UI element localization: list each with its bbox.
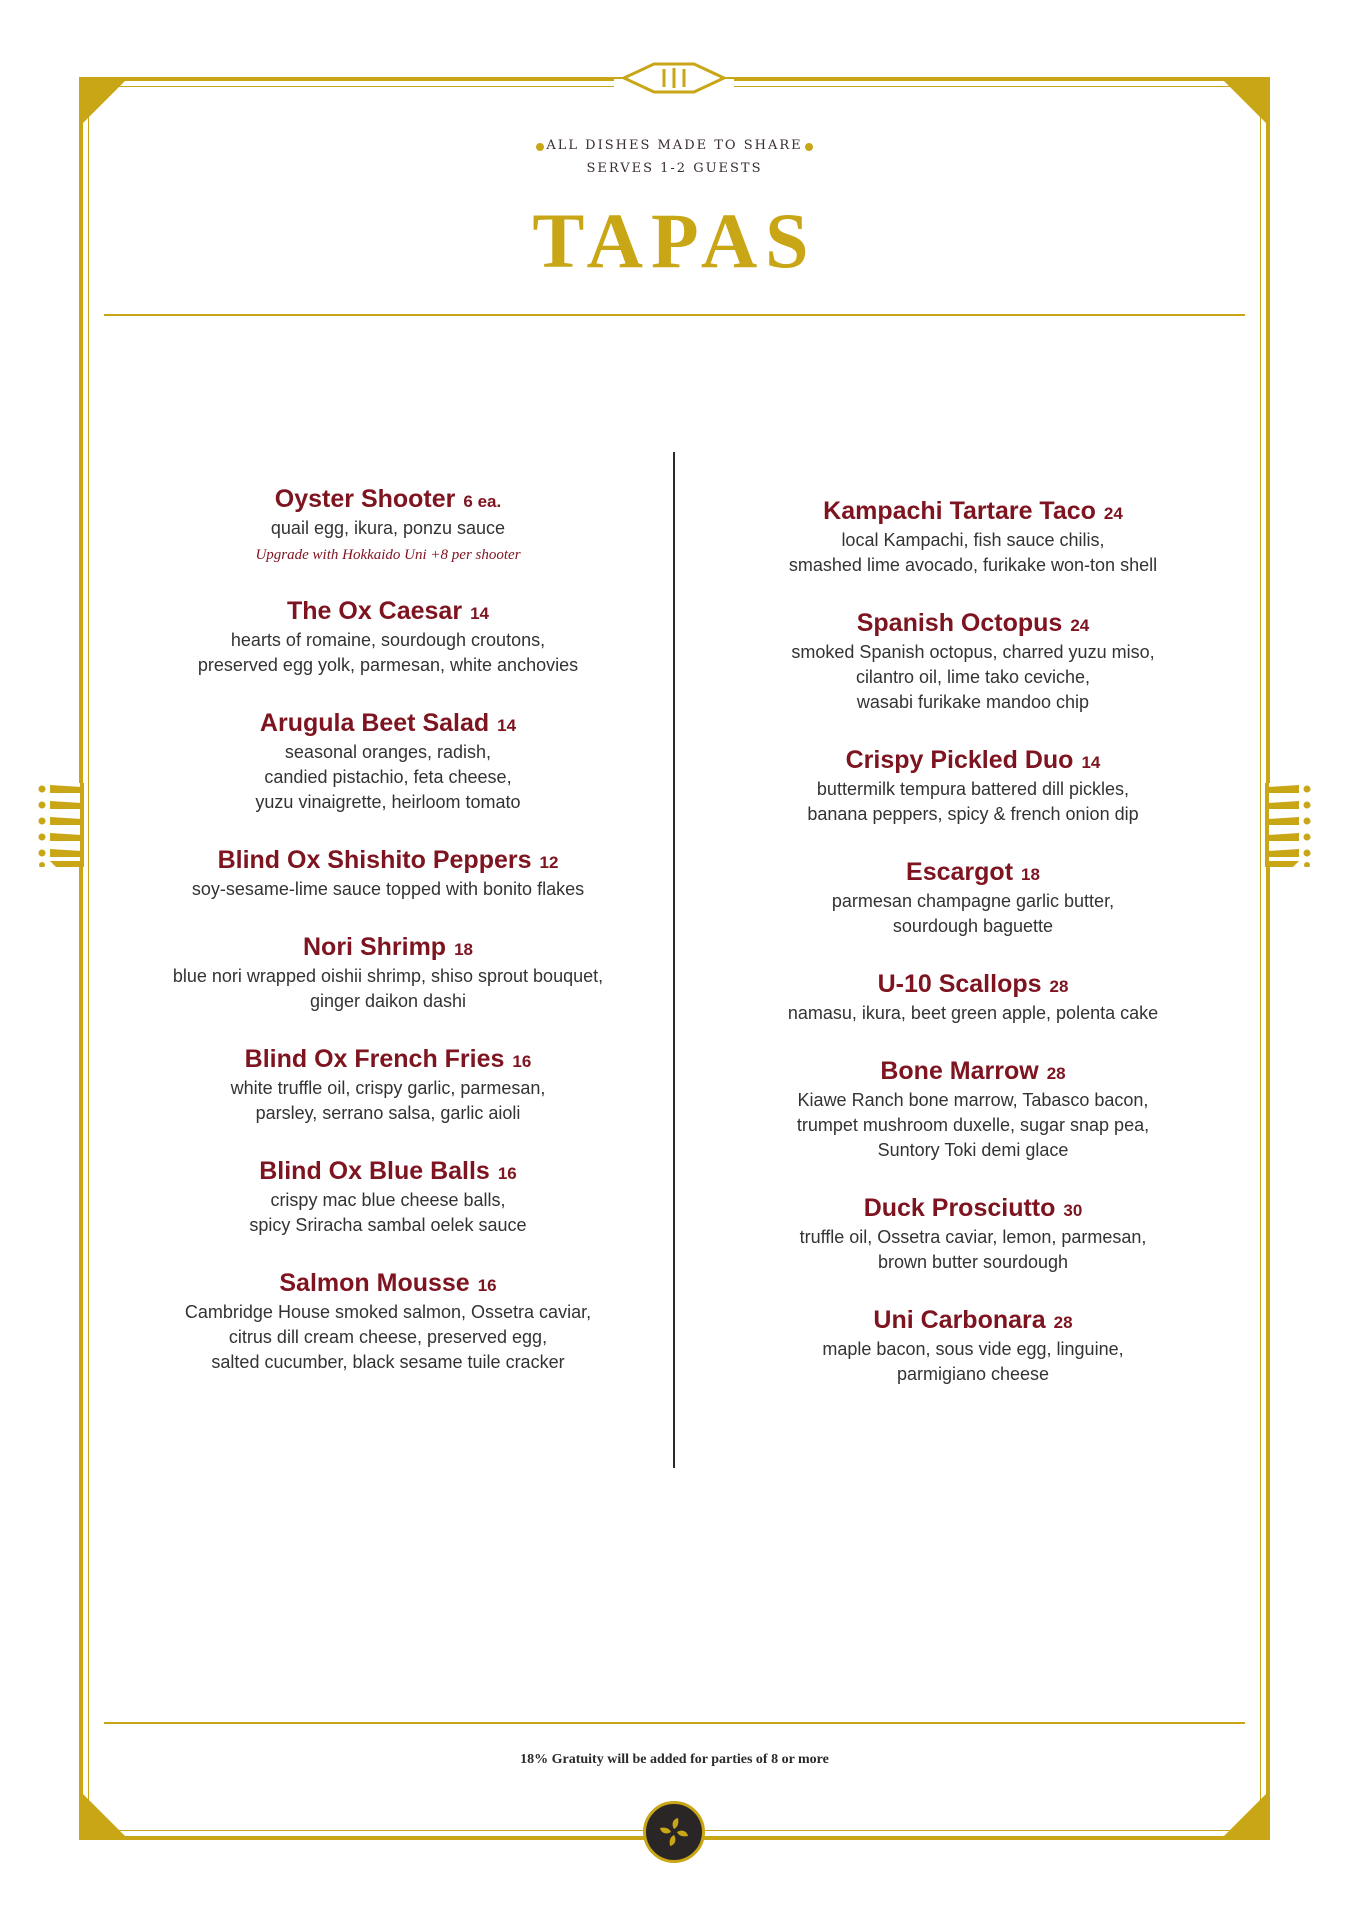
- menu-item-title: [138, 843, 638, 877]
- menu-item-title: [138, 1042, 638, 1076]
- menu-item-price: 16: [497, 1164, 517, 1183]
- comb-ornament-left-icon: [36, 783, 84, 867]
- menu-item-name: The Ox Caesar: [286, 597, 463, 625]
- menu-item: [138, 1266, 638, 1375]
- menu-item-name: Salmon Mousse: [279, 1269, 470, 1297]
- menu-item-name: Nori Shrimp: [303, 933, 447, 961]
- menu-item-description: truffle oil, Ossetra caviar, lemon, parmesan, brown butter sourdough: [799, 1227, 1147, 1272]
- menu-item-title: [723, 1191, 1223, 1225]
- diamond-ornament-icon: [614, 60, 734, 96]
- menu-item-name: Arugula Beet Salad: [259, 709, 490, 737]
- menu-item-name: Crispy Pickled Duo: [845, 746, 1074, 774]
- menu-item-description: quail egg, ikura, ponzu sauce: [270, 518, 506, 538]
- menu-item-title: [138, 1154, 638, 1188]
- menu-item-description: blue nori wrapped oishii shrimp, shiso sprout bouquet, ginger daikon dashi: [172, 966, 604, 1011]
- menu-item-price: 12: [539, 853, 559, 872]
- header-line-1: ALL DISHES MADE TO SHARE: [546, 138, 803, 153]
- menu-item-price: 28: [1049, 977, 1069, 996]
- right-menu-column: [723, 494, 1223, 1415]
- menu-item-name: Kampachi Tartare Taco: [823, 497, 1096, 525]
- menu-item: [138, 1042, 638, 1126]
- menu-item-description: local Kampachi, fish sauce chilis, smashed lime avocado, furikake won-ton shell: [788, 530, 1158, 575]
- menu-item-title: [723, 1303, 1223, 1337]
- menu-item-title: [723, 1054, 1223, 1088]
- menu-item-price: 6 ea.: [463, 492, 502, 511]
- menu-item-title: [138, 482, 638, 516]
- menu-item-price: 24: [1103, 504, 1123, 523]
- header-line-2: SERVES 1-2 GUESTS: [586, 161, 763, 176]
- menu-item-title: [138, 930, 638, 964]
- menu-item-name: Spanish Octopus: [856, 609, 1063, 637]
- menu-item-name: Bone Marrow: [880, 1057, 1039, 1085]
- bottom-rule: [104, 1722, 1245, 1724]
- menu-item: [723, 1191, 1223, 1275]
- menu-item-title: [723, 743, 1223, 777]
- menu-item-price: 28: [1053, 1313, 1073, 1332]
- corner-ornament-bottom-right-icon: [1224, 1794, 1266, 1836]
- menu-item-title: [723, 855, 1223, 889]
- menu-item-price: 14: [1081, 753, 1101, 772]
- menu-item-description: namasu, ikura, beet green apple, polenta cake: [787, 1003, 1159, 1023]
- menu-item-description: parmesan champagne garlic butter, sourdough baguette: [831, 891, 1115, 936]
- menu-item-description: smoked Spanish octopus, charred yuzu miso, cilantro oil, lime tako ceviche, wasabi furikake mandoo chip: [791, 642, 1155, 712]
- menu-item-description: seasonal oranges, radish, candied pistachio, feta cheese, yuzu vinaigrette, heirloom tomato: [255, 742, 521, 812]
- menu-item-title: [138, 706, 638, 740]
- menu-item-description: buttermilk tempura battered dill pickles, banana peppers, spicy & french onion dip: [807, 779, 1139, 824]
- menu-item-price: 18: [1021, 865, 1040, 884]
- menu-item-price: 24: [1070, 616, 1090, 635]
- menu-item-price: 16: [477, 1276, 497, 1295]
- menu-item-name: Blind Ox Shishito Peppers: [217, 846, 532, 874]
- menu-item-price: 30: [1063, 1201, 1083, 1220]
- menu-item: [723, 967, 1223, 1026]
- comb-ornament-right-icon: [1265, 783, 1313, 867]
- menu-item-title: [723, 494, 1223, 528]
- menu-item-name: Escargot: [906, 858, 1014, 886]
- menu-item-description: Kiawe Ranch bone marrow, Tabasco bacon, trumpet mushroom duxelle, sugar snap pea, Suntory Toki demi glace: [796, 1090, 1150, 1160]
- menu-item-title: [723, 967, 1223, 1001]
- menu-item: [723, 1303, 1223, 1387]
- menu-item: [723, 494, 1223, 578]
- menu-item-description: soy-sesame-lime sauce topped with bonito flakes: [191, 879, 585, 899]
- corner-ornament-top-left-icon: [83, 81, 125, 123]
- menu-item: [138, 706, 638, 815]
- menu-item-description: hearts of romaine, sourdough croutons, preserved egg yolk, parmesan, white anchovies: [197, 630, 579, 675]
- menu-item-name: Blind Ox Blue Balls: [259, 1157, 490, 1185]
- menu-item-note: Upgrade with Hokkaido Uni +8 per shooter: [255, 547, 521, 563]
- gratuity-notice: 18% Gratuity will be added for parties of 8 or more: [520, 1752, 829, 1767]
- menu-item-name: Duck Prosciutto: [863, 1194, 1056, 1222]
- menu-item-description: Cambridge House smoked salmon, Ossetra caviar, citrus dill cream cheese, preserved egg, salted cucumber, black sesame tuile cracker: [184, 1302, 592, 1372]
- page-title: TAPAS: [532, 197, 817, 284]
- menu-item-title: [138, 594, 638, 628]
- menu-item-price: 16: [512, 1052, 532, 1071]
- menu-item: [138, 594, 638, 678]
- corner-ornament-top-right-icon: [1224, 81, 1266, 123]
- menu-item-price: 14: [470, 604, 489, 623]
- left-menu-column: [138, 482, 638, 1403]
- corner-ornament-bottom-left-icon: [83, 1794, 125, 1836]
- menu-item-description: maple bacon, sous vide egg, linguine, parmigiano cheese: [822, 1339, 1124, 1384]
- menu-item-price: 18: [454, 940, 473, 959]
- menu-item-name: U-10 Scallops: [877, 970, 1042, 998]
- menu-item-description: crispy mac blue cheese balls, spicy Sriracha sambal oelek sauce: [249, 1190, 527, 1235]
- menu-item-description: white truffle oil, crispy garlic, parmesan, parsley, serrano salsa, garlic aioli: [230, 1078, 546, 1123]
- menu-item-title: [138, 1266, 638, 1300]
- menu-item-price: 14: [497, 716, 517, 735]
- top-rule: [104, 314, 1245, 316]
- menu-item: [723, 855, 1223, 939]
- menu-item-name: Blind Ox French Fries: [244, 1045, 505, 1073]
- menu-item: [723, 606, 1223, 715]
- menu-item-name: Oyster Shooter: [274, 485, 456, 513]
- menu-item: [723, 1054, 1223, 1163]
- menu-item-title: [723, 606, 1223, 640]
- menu-item-price: 28: [1046, 1064, 1066, 1083]
- menu-item: [723, 743, 1223, 827]
- leaf-emblem-icon: [643, 1801, 705, 1863]
- column-divider: [673, 452, 675, 1468]
- menu-item: [138, 930, 638, 1014]
- menu-item: [138, 482, 638, 566]
- menu-item: [138, 1154, 638, 1238]
- menu-item: [138, 843, 638, 902]
- menu-item-name: Uni Carbonara: [873, 1306, 1046, 1334]
